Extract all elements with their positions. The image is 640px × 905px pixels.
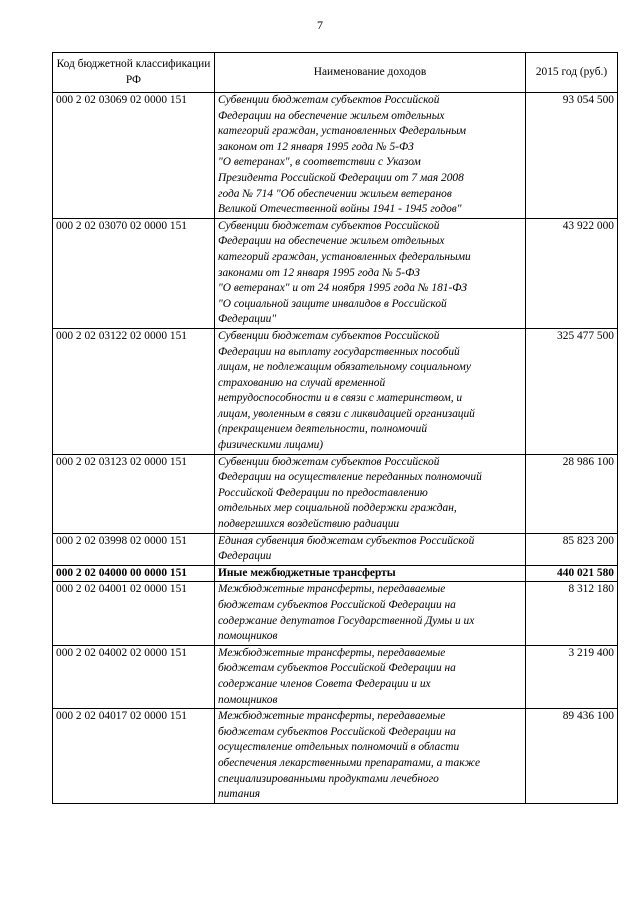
- row-name-line: Субвенции бюджетам субъектов Российской: [218, 455, 440, 468]
- row-name-line: года № 714 "Об обеспечении жильем ветеранов: [218, 187, 452, 200]
- row-name-line: Федерации на выплату государственных пособий: [218, 345, 460, 358]
- row-name-line: содержание депутатов Государственной Думы и их: [218, 614, 475, 627]
- row-amount: 8 312 180: [526, 582, 618, 645]
- row-name-line: питания: [218, 788, 261, 801]
- row-name-line: законами от 12 января 1995 года № 5-ФЗ: [218, 266, 420, 279]
- row-name-line: Федерации на осуществление переданных полномочий: [218, 471, 482, 484]
- row-code: 000 2 02 03998 02 0000 151: [53, 533, 215, 565]
- header-code: Код бюджетной классификации РФ: [53, 53, 215, 93]
- table-row: [53, 93, 618, 219]
- row-name-line: нетрудоспособности и в связи с материнством, и: [218, 392, 463, 405]
- row-code: 000 2 02 04000 00 0000 151: [53, 565, 215, 582]
- row-name-line: Федерации": [218, 313, 277, 326]
- row-name: [215, 533, 526, 565]
- row-name-line: "О ветеранах", в соответствии с Указом: [218, 156, 421, 169]
- row-name-line: обеспечения лекарственными препаратами, а также: [218, 756, 481, 769]
- row-amount: 85 823 200: [526, 533, 618, 565]
- row-name-line: бюджетам субъектов Российской Федерации на: [218, 599, 456, 611]
- row-name-line: лицам, уволенным в связи с ликвидацией организаций: [218, 407, 475, 420]
- row-amount: 28 986 100: [526, 454, 618, 533]
- row-code: 000 2 02 03122 02 0000 151: [53, 328, 215, 454]
- row-name-line: Федерации на обеспечение жильем отдельных: [218, 235, 445, 248]
- row-name-line: категорий граждан, установленных Федеральным: [218, 125, 467, 138]
- row-name-line: Иные межбюджетные трансферты: [218, 566, 396, 579]
- revenue-table: [52, 52, 618, 804]
- row-code: 000 2 02 04017 02 0000 151: [53, 709, 215, 804]
- row-name: [215, 93, 526, 219]
- row-name-line: законом от 12 января 1995 года № 5-ФЗ: [218, 140, 414, 153]
- row-name-line: Российской Федерации по предоставлению: [218, 486, 428, 499]
- row-name-line: подвергшихся воздействию радиации: [218, 518, 400, 531]
- table-row: [53, 709, 618, 804]
- row-name: [215, 645, 526, 708]
- row-name-line: Субвенции бюджетам субъектов Российской: [218, 219, 440, 232]
- table-row: [53, 454, 618, 533]
- row-name-line: бюджетам субъектов Российской Федерации на: [218, 662, 456, 675]
- row-amount: 440 021 580: [526, 565, 618, 582]
- table-row: [53, 218, 618, 328]
- row-amount: 43 922 000: [526, 218, 618, 328]
- row-name: [215, 454, 526, 533]
- row-name-line: Межбюджетные трансферты, передаваемые: [218, 710, 446, 723]
- row-name-line: Великой Отечественной войны 1941 - 1945 годов": [218, 203, 462, 216]
- row-code: 000 2 02 03069 02 0000 151: [53, 93, 215, 219]
- row-name-line: помощников: [218, 630, 278, 643]
- table-row: [53, 645, 618, 708]
- row-name-line: специализированными продуктами лечебного: [218, 772, 439, 785]
- row-name-line: Федерации: [218, 550, 272, 563]
- row-code: 000 2 02 04001 02 0000 151: [53, 582, 215, 645]
- row-name-line: помощников: [218, 693, 278, 706]
- row-code: 000 2 02 04002 02 0000 151: [53, 645, 215, 708]
- row-name-line: Субвенции бюджетам субъектов Российской: [218, 94, 440, 106]
- row-name-line: физическими лицами): [218, 439, 324, 452]
- row-name-line: категорий граждан, установленных федеральными: [218, 250, 471, 263]
- row-name-line: отдельных мер социальной поддержки граждан,: [218, 502, 457, 515]
- row-name-line: Единая субвенция бюджетам субъектов Российской: [218, 534, 475, 547]
- row-name-line: (прекращением деятельности, полномочий: [218, 423, 428, 436]
- row-name-line: "О социальной защите инвалидов в Российской: [218, 297, 447, 310]
- row-code: 000 2 02 03070 02 0000 151: [53, 218, 215, 328]
- header-amount: 2015 год (руб.): [526, 53, 618, 93]
- row-name: [215, 565, 526, 582]
- row-amount: 3 219 400: [526, 645, 618, 708]
- row-name-line: осуществление отдельных полномочий в области: [218, 741, 460, 754]
- header-name: Наименование доходов: [215, 53, 526, 93]
- row-name-line: бюджетам субъектов Российской Федерации на: [218, 725, 456, 738]
- row-name-line: "О ветеранах" и от 24 ноября 1995 года № 181-ФЗ: [218, 282, 468, 295]
- page-number: 7: [317, 18, 323, 32]
- row-code: 000 2 02 03123 02 0000 151: [53, 454, 215, 533]
- row-name-line: Межбюджетные трансферты, передаваемые: [218, 646, 446, 659]
- row-name: [215, 582, 526, 645]
- row-name-line: Межбюджетные трансферты, передаваемые: [218, 583, 446, 596]
- row-name-line: Субвенции бюджетам субъектов Российской: [218, 329, 440, 342]
- row-name-line: Федерации на обеспечение жильем отдельных: [218, 109, 445, 122]
- row-amount: 89 436 100: [526, 709, 618, 804]
- table-row: [53, 582, 618, 645]
- row-amount: 325 477 500: [526, 328, 618, 454]
- table-row: [53, 328, 618, 454]
- row-amount: 93 054 500: [526, 93, 618, 219]
- row-name-line: содержание членов Совета Федерации и их: [218, 677, 431, 690]
- row-name: [215, 709, 526, 804]
- row-name-line: Президента Российской Федерации от 7 мая 2008: [218, 171, 464, 184]
- table-header-row: [53, 53, 618, 93]
- table-body: [53, 93, 618, 804]
- row-name-line: страхованию на случай временной: [218, 376, 386, 389]
- row-name-line: лицам, не подлежащим обязательному социальному: [218, 361, 471, 374]
- row-name: [215, 328, 526, 454]
- table-row: [53, 533, 618, 565]
- table-row: [53, 565, 618, 582]
- row-name: [215, 218, 526, 328]
